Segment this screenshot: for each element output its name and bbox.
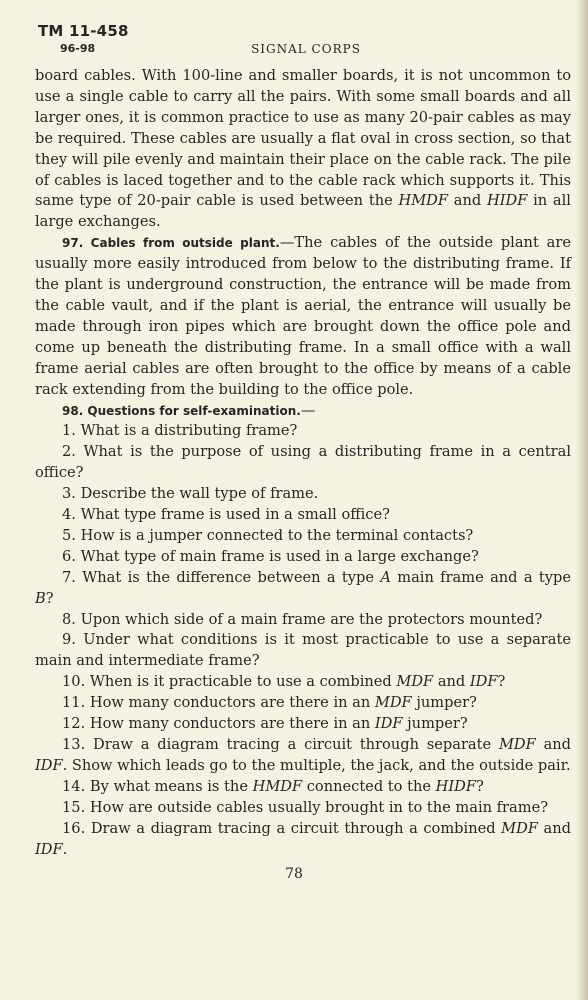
question-2: 2. What is the purpose of using a distributing frame in a central office? <box>35 443 571 482</box>
paragraph-97-heading: 97. Cables from outside plant. <box>62 236 280 251</box>
question-1: 1. What is a distributing frame? <box>62 422 298 440</box>
question-5: 5. How is a jumper connected to the terminal contacts? <box>62 526 474 544</box>
question-9: 9. Under what conditions is it most practicable to use a separate main and intermediate frame? <box>35 631 571 670</box>
question-12: 12. How many conductors are there in an IDF jumper? <box>62 715 468 733</box>
paragraph-98-heading-line: 98. Questions for self-examination.— <box>62 401 316 419</box>
question-15: 15. How are outside cables usually brought in to the main frame? <box>62 798 549 816</box>
paragraph-96-continuation: board cables. With 100-line and smaller boards, it is not uncommon to use a single cable to carry all the pairs. With some small boards and all larger ones, it is common practice to use as many 20-pair cables as may be required. These cables are usually a flat oval in cross section, so that they will pile evenly and maintain their place on the cable rack. The pile of cables is laced together and to the cable rack which supports it. This same type of 20-pair cable is used between the HMDF and HIDF in all large exchanges. <box>35 67 571 231</box>
question-6: 6. What type of main frame is used in a large exchange? <box>62 547 479 565</box>
page-edge-shadow <box>576 0 588 1000</box>
tm-number: TM 11-458 <box>38 22 129 40</box>
question-4: 4. What type frame is used in a small office? <box>62 506 390 524</box>
page-number: 78 <box>285 866 303 882</box>
paragraph-97-text: —The cables of the outside plant are usually more easily introduced from below to the distributing frame. If the plant is underground construction, the entrance will be made from the cable vault, and if the plant is aerial, the entrance will usually be made through iron pipes which are brought down the office pole and come up beneath the distributing frame. In a small office with a wall frame aerial cables are often brought to the office by means of a cable rack extending from the building to the office pole. <box>35 234 571 398</box>
question-13: 13. Draw a diagram tracing a circuit through separate MDF and IDF. Show which leads go to the multiple, the jack, and the outside pair. <box>35 736 572 774</box>
paragraph-97 <box>35 233 571 400</box>
question-16: 16. Draw a diagram tracing a circuit through a combined MDF and IDF. <box>35 819 571 858</box>
question-11: 11. How many conductors are there in an MDF jumper? <box>62 694 477 712</box>
question-10: 10. When is it practicable to use a combined MDF and IDF? <box>62 673 506 691</box>
page-body <box>35 66 571 860</box>
page-header <box>36 22 576 60</box>
question-3: 3. Describe the wall type of frame. <box>62 485 319 503</box>
question-8: 8. Upon which side of a main frame are the protectors mounted? <box>62 610 543 628</box>
question-7: 7. What is the difference between a type A main frame and a type B? <box>35 568 571 607</box>
paragraph-range: 96-98 <box>60 42 96 55</box>
running-title: SIGNAL CORPS <box>251 42 361 56</box>
question-14: 14. By what means is the HMDF connected to the HIDF? <box>62 777 484 795</box>
paragraph-98-heading: 98. Questions for self-examination. <box>62 403 301 418</box>
